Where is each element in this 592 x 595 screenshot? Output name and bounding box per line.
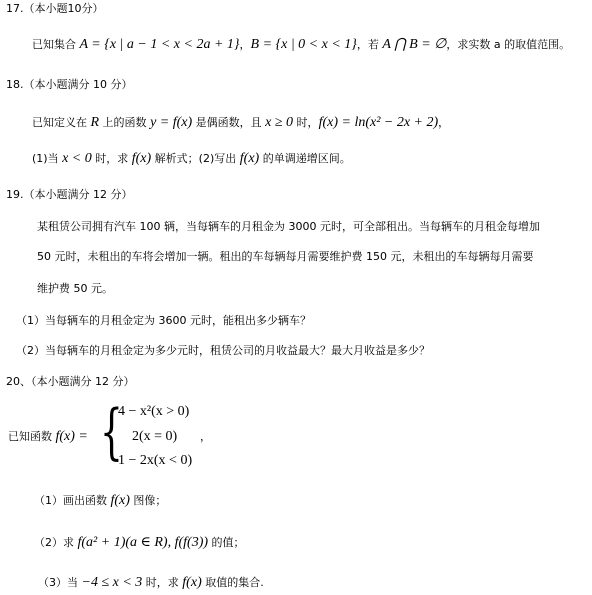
q19-sub-2: （2）当每辆车的月租金定为多少元时，租赁公司的月收益最大？最大月收益是多少？ (16, 344, 430, 357)
q20-f: f(x) = (55, 429, 88, 444)
q18-statement (32, 116, 449, 130)
q18-sub2-f: f(x) (239, 151, 260, 166)
q17-set-a: A = {x | a − 1 < x < 2a + 1} (79, 37, 240, 52)
q20-sub-3 (38, 576, 264, 590)
q17-sep: ， (239, 38, 251, 51)
q18-text-2: 上的函数 (99, 116, 151, 129)
q17-header: 17.（本小题10分） (6, 2, 104, 15)
q20-comma: ， (200, 430, 211, 443)
q18-expression: f(x) = ln(x² − 2x + 2) (318, 115, 439, 130)
q18-sub1-a: (1)当 (32, 152, 63, 165)
q18-text-1: 已知定义在 (32, 116, 91, 129)
q18-text-5: ， (438, 116, 450, 129)
q20-case-2: 2(x = 0) (132, 429, 178, 444)
q20-brace: { (100, 397, 123, 467)
q20-sub3-c: 取值的集合. (201, 576, 264, 589)
q19-header: 19.（本小题满分 12 分） (6, 188, 133, 201)
q18-R: R (90, 115, 100, 130)
q20-sub3-f: f(x) (182, 575, 202, 590)
q18-fdef: y = f(x) (150, 115, 193, 130)
q20-case-3: 1 − 2x(x < 0) (118, 453, 193, 468)
q20-sub3-a: （3）当 (38, 576, 82, 589)
q17-text-3: ，求实数 a 的取值范围。 (446, 38, 571, 51)
q19-sub-1: （1）当每辆车的月租金定为 3600 元时，能租出多少辆车？ (16, 314, 311, 327)
q19-line-1: 某租赁公司拥有汽车 100 辆，当每辆车的月租金为 3000 元时，可全部租出。当每辆车的月租金每增加 (37, 220, 540, 233)
q20-sub2-a: （2）求 (34, 536, 78, 549)
q18-sub1-cond: x < 0 (62, 151, 92, 166)
q20-definition (8, 430, 88, 444)
q18-sub1-f: f(x) (131, 151, 152, 166)
q20-case-1: 4 − x²(x > 0) (118, 404, 190, 419)
q20-sub1-a: （1）画出函数 (34, 494, 111, 507)
q17-statement (32, 38, 570, 52)
q20-sub3-b: 时，求 (142, 576, 183, 589)
q20-sub3-cond: −4 ≤ x < 3 (81, 575, 143, 590)
q20-sub2-b: 的值； (208, 536, 245, 549)
q20-header: 20、（本小题满分 12 分） (6, 375, 135, 388)
q19-line-2: 50 元时，未租出的车将会增加一辆。租出的车每辆每月需要维护费 150 元，未租出的车每辆每月需要 (37, 250, 534, 263)
q17-condition: A ⋂ B = ∅ (382, 37, 447, 52)
q18-sub1-b: 时，求 (91, 152, 132, 165)
q18-condition: x ≥ 0 (265, 115, 294, 130)
q18-text-3: 是偶函数，且 (192, 116, 266, 129)
q17-text-1: 已知集合 (32, 38, 80, 51)
q20-sub1-b: 图像； (129, 494, 167, 507)
q20-intro: 已知函数 (8, 430, 56, 443)
q18-header: 18.（本小题满分 10 分） (6, 78, 133, 91)
q20-sub2-expr: f(a² + 1)(a ∈ R), f(f(3)) (77, 535, 209, 550)
q18-text-4: 时， (293, 116, 319, 129)
q20-sub1-f: f(x) (110, 493, 130, 508)
q17-text-2: ，若 (356, 38, 383, 51)
q18-sub1-c: 解析式；(2)写出 (151, 152, 240, 165)
q20-sub-1 (34, 494, 166, 508)
q18-subquestions (32, 152, 351, 166)
q17-set-b: B = {x | 0 < x < 1} (250, 37, 357, 52)
q18-sub2-b: 的单调递增区间。 (259, 152, 351, 165)
q20-sub-2 (34, 536, 245, 550)
q19-line-3: 维护费 50 元。 (37, 282, 113, 295)
